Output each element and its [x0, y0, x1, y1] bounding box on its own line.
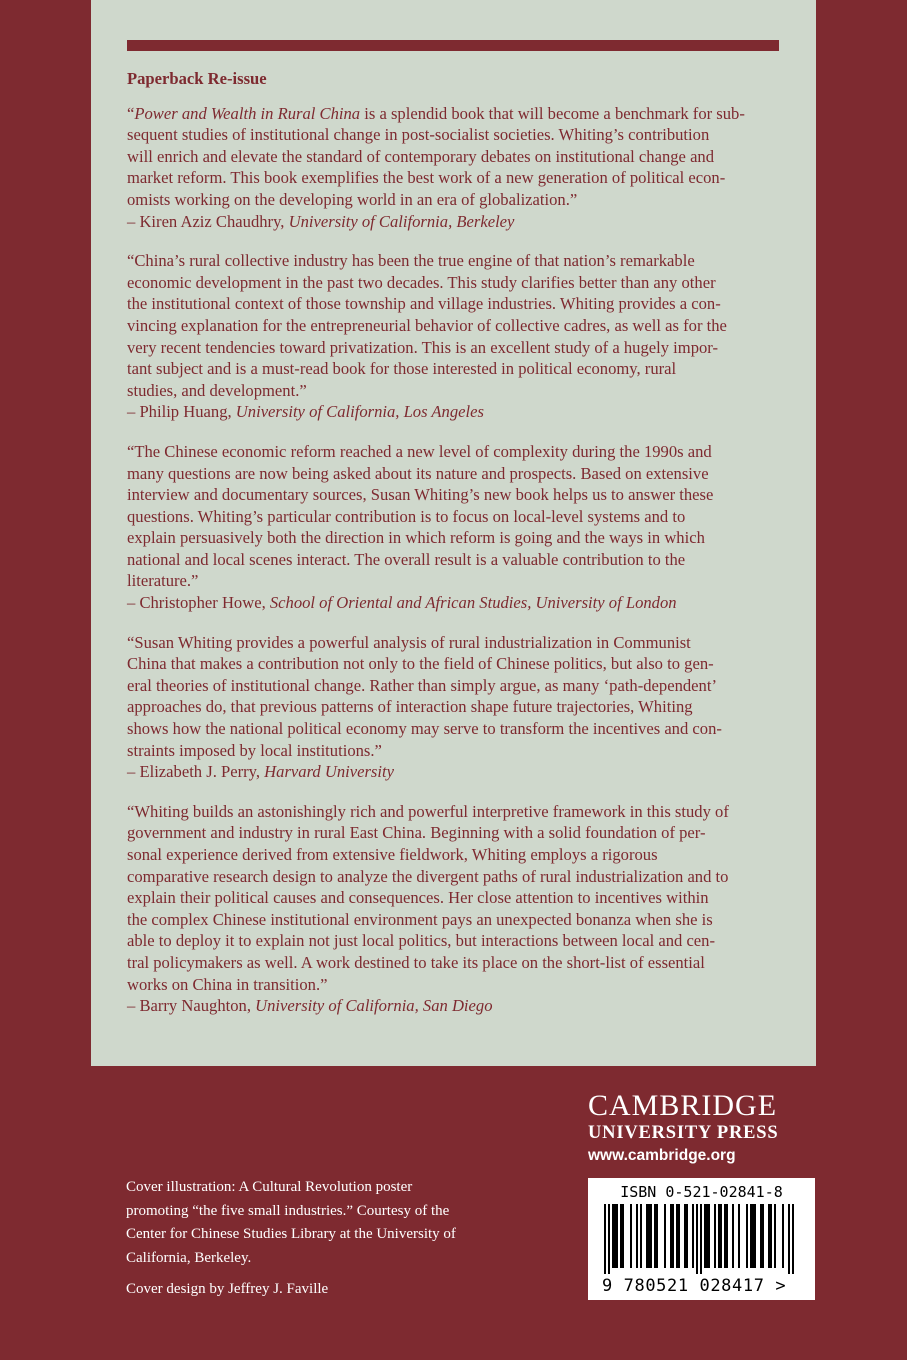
publisher-name-line2: UNIVERSITY PRESS	[588, 1123, 779, 1143]
review-quote	[127, 441, 787, 592]
barcode-bar	[608, 1204, 610, 1274]
barcode-bar	[676, 1204, 678, 1268]
barcode-bar	[706, 1204, 708, 1268]
quote-line: “The Chinese economic reform reached a new level of complexity during the 1990s and	[127, 441, 712, 461]
barcode-bar	[640, 1204, 642, 1268]
review-attribution: – Kiren Aziz Chaudhry, University of California, Berkeley	[127, 211, 515, 231]
quote-line: economic development in the past two decades. This study clarifies better than any other	[127, 272, 716, 292]
quote-line: approaches do, that previous patterns of interaction shape future trajectories, Whiting	[127, 697, 693, 717]
review-3	[127, 441, 787, 614]
quote-line: straints imposed by local institutions.”	[127, 740, 382, 760]
credit-line: Cover illustration: A Cultural Revolution poster	[126, 1179, 413, 1195]
barcode-bar	[654, 1204, 656, 1268]
publisher-logo	[588, 1090, 818, 1168]
quote-line: national and local scenes interact. The overall result is a valuable contribution to the	[127, 549, 686, 569]
barcode-bar	[616, 1204, 618, 1268]
quote-line: tant subject and is a must-read book for those interested in political economy, rural	[127, 359, 677, 379]
reviewer-affiliation: University of California, Berkeley	[288, 211, 515, 231]
barcode-bar	[788, 1204, 790, 1274]
barcode-bar	[718, 1204, 720, 1268]
barcode-bar	[774, 1204, 776, 1268]
quote-line: “Susan Whiting provides a powerful analysis of rural industrialization in Communist	[127, 632, 691, 652]
barcode-bar	[782, 1204, 784, 1268]
ean-number	[588, 1276, 815, 1296]
quote-line: able to deploy it to explain not just local politics, but interactions between local and cen-	[127, 931, 715, 951]
barcode-bar	[792, 1204, 794, 1274]
barcode-bar	[650, 1204, 652, 1268]
top-rule	[127, 40, 779, 51]
quote-line: government and industry in rural East China. Beginning with a solid foundation of per-	[127, 823, 706, 843]
quote-line: sonal experience derived from extensive fieldwork, Whiting employs a rigorous	[127, 845, 658, 864]
barcode-bar	[612, 1204, 614, 1268]
isbn-label: ISBN 0-521-02841-8	[620, 1183, 783, 1201]
quote-line: will enrich and elevate the standard of contemporary debates on institutional change and	[127, 146, 715, 166]
quote-line: vincing explanation for the entrepreneurial behavior of collective cadres, as well as for the	[127, 315, 727, 335]
quote-line: questions. Whiting’s particular contribution is to focus on local-level systems and to	[127, 506, 686, 526]
quote-line: literature.”	[127, 571, 199, 591]
quote-line: explain persuasively both the direction in which reform is going and the ways in which	[127, 528, 705, 548]
quote-line: explain their political causes and consequences. Her close attention to incentives within	[127, 888, 709, 908]
barcode-bar	[696, 1204, 698, 1274]
barcode-bar	[754, 1204, 756, 1268]
barcode-bar	[684, 1204, 686, 1268]
quote-line: China that makes a contribution not only to the field of Chinese politics, but also to gen-	[127, 654, 714, 674]
quote-line: tral policymakers as well. A work destined to take its place on the short-list of essential	[127, 952, 705, 972]
reviewer-affiliation: School of Oriental and African Studies, University of London	[269, 593, 677, 613]
barcode-bar	[720, 1204, 722, 1268]
barcode-bar	[770, 1204, 772, 1268]
publisher-website: www.cambridge.org	[588, 1147, 736, 1164]
illustration-credit	[126, 1176, 506, 1270]
quote-line: works on China in transition.”	[127, 974, 328, 994]
barcode-bar	[630, 1204, 632, 1268]
barcode-bar	[762, 1204, 764, 1268]
barcode-bar	[620, 1204, 622, 1268]
barcode-bar	[738, 1204, 740, 1268]
review-5	[127, 801, 787, 1017]
quote-line: omists working on the developing world in an era of globalization.”	[127, 189, 578, 209]
barcode-bar	[760, 1204, 762, 1268]
quote-line: the complex Chinese institutional environment pays an unexpected bonanza when she is	[127, 909, 713, 929]
quote-line: the institutional context of those township and village industries. Whiting provides a con-	[127, 294, 721, 314]
review-attribution: – Christopher Howe, School of Oriental and African Studies, University of London	[127, 593, 677, 613]
quote-line: shows how the national political economy may serve to transform the incentives and con-	[127, 719, 722, 739]
barcode-bar	[664, 1204, 666, 1268]
credit-line: Center for Chinese Studies Library at the University of	[126, 1226, 456, 1242]
barcode-bar	[768, 1204, 770, 1268]
barcode-bar	[686, 1204, 688, 1268]
design-credit: Cover design by Jeffrey J. Faville	[126, 1281, 329, 1297]
book-title: Power and Wealth in Rural China	[134, 103, 361, 123]
barcode-bar	[692, 1204, 694, 1268]
review-1	[127, 103, 787, 233]
barcode-bar	[708, 1204, 710, 1268]
barcode-bar	[614, 1204, 616, 1268]
review-attribution: – Elizabeth J. Perry, Harvard University	[127, 762, 394, 782]
ean-digits: 9 780521 028417 >	[602, 1276, 787, 1296]
review-quote	[127, 632, 787, 762]
reviewer-affiliation: University of California, Los Angeles	[235, 402, 484, 422]
review-list	[127, 103, 787, 1017]
barcode-bar	[704, 1204, 706, 1268]
barcode-bar	[604, 1204, 606, 1274]
barcode-bar	[724, 1204, 726, 1268]
barcode-bar	[670, 1204, 672, 1268]
quote-line: eral theories of institutional change. Rather than simply argue, as many ‘path-dependent’	[127, 675, 717, 695]
review-4	[127, 632, 787, 783]
quote-line: “China’s rural collective industry has been the true engine of that nation’s remarkable	[127, 251, 695, 271]
quote-line: market reform. This book exemplifies the best work of a new generation of political econ-	[127, 168, 726, 188]
review-attribution: – Philip Huang, University of California, Los Angeles	[127, 402, 484, 422]
review-quote	[127, 250, 787, 401]
barcode-bar	[636, 1204, 638, 1268]
barcode-bar	[646, 1204, 648, 1268]
edition-heading: Paperback Re-issue	[127, 69, 267, 88]
credit-line: California, Berkeley.	[126, 1249, 252, 1266]
quote-line: comparative research design to analyze the divergent paths of rural industrialization and to	[127, 866, 729, 886]
reviewer-affiliation: Harvard University	[264, 762, 394, 782]
publisher-name-line1: CAMBRIDGE	[588, 1089, 778, 1122]
review-2	[127, 250, 787, 423]
barcode-bar	[622, 1204, 624, 1268]
review-quote	[127, 103, 787, 211]
barcode-bar	[750, 1204, 752, 1268]
quote-line: interview and documentary sources, Susan Whiting’s new book helps us to answer these	[127, 485, 714, 505]
quote-line: “Power and Wealth in Rural China is a splendid book that will become a benchmark for sub-	[127, 103, 745, 123]
quote-line: studies, and development.”	[127, 380, 307, 400]
barcode-bar	[672, 1204, 674, 1268]
review-content	[127, 68, 787, 1035]
quote-line: sequent studies of institutional change in post-socialist societies. Whiting’s contribution	[127, 125, 710, 145]
barcode-bar	[746, 1204, 748, 1268]
cover-credits	[126, 1176, 506, 1302]
review-attribution: – Barry Naughton, University of California, San Diego	[127, 996, 493, 1016]
barcode-bar	[648, 1204, 650, 1268]
barcode-bar	[678, 1204, 680, 1268]
barcode-bars	[604, 1204, 800, 1274]
quote-line: very recent tendencies toward privatization. This is an excellent study of a hugely impor-	[127, 337, 719, 357]
barcode-bar	[726, 1204, 728, 1268]
barcode-bar	[700, 1204, 702, 1274]
isbn-barcode	[588, 1178, 815, 1300]
reviewer-affiliation: University of California, San Diego	[255, 996, 493, 1016]
barcode-bar	[714, 1204, 716, 1268]
credit-line: promoting “the five small industries.” Courtesy of the	[126, 1202, 450, 1219]
review-quote	[127, 801, 787, 995]
quote-line: “Whiting builds an astonishingly rich and powerful interpretive framework in this study of	[127, 801, 729, 821]
quote-line: many questions are now being asked about its nature and prospects. Based on extensive	[127, 463, 709, 483]
barcode-bar	[656, 1204, 658, 1268]
review-panel	[91, 0, 816, 1066]
barcode-bar	[752, 1204, 754, 1268]
barcode-bar	[732, 1204, 734, 1268]
